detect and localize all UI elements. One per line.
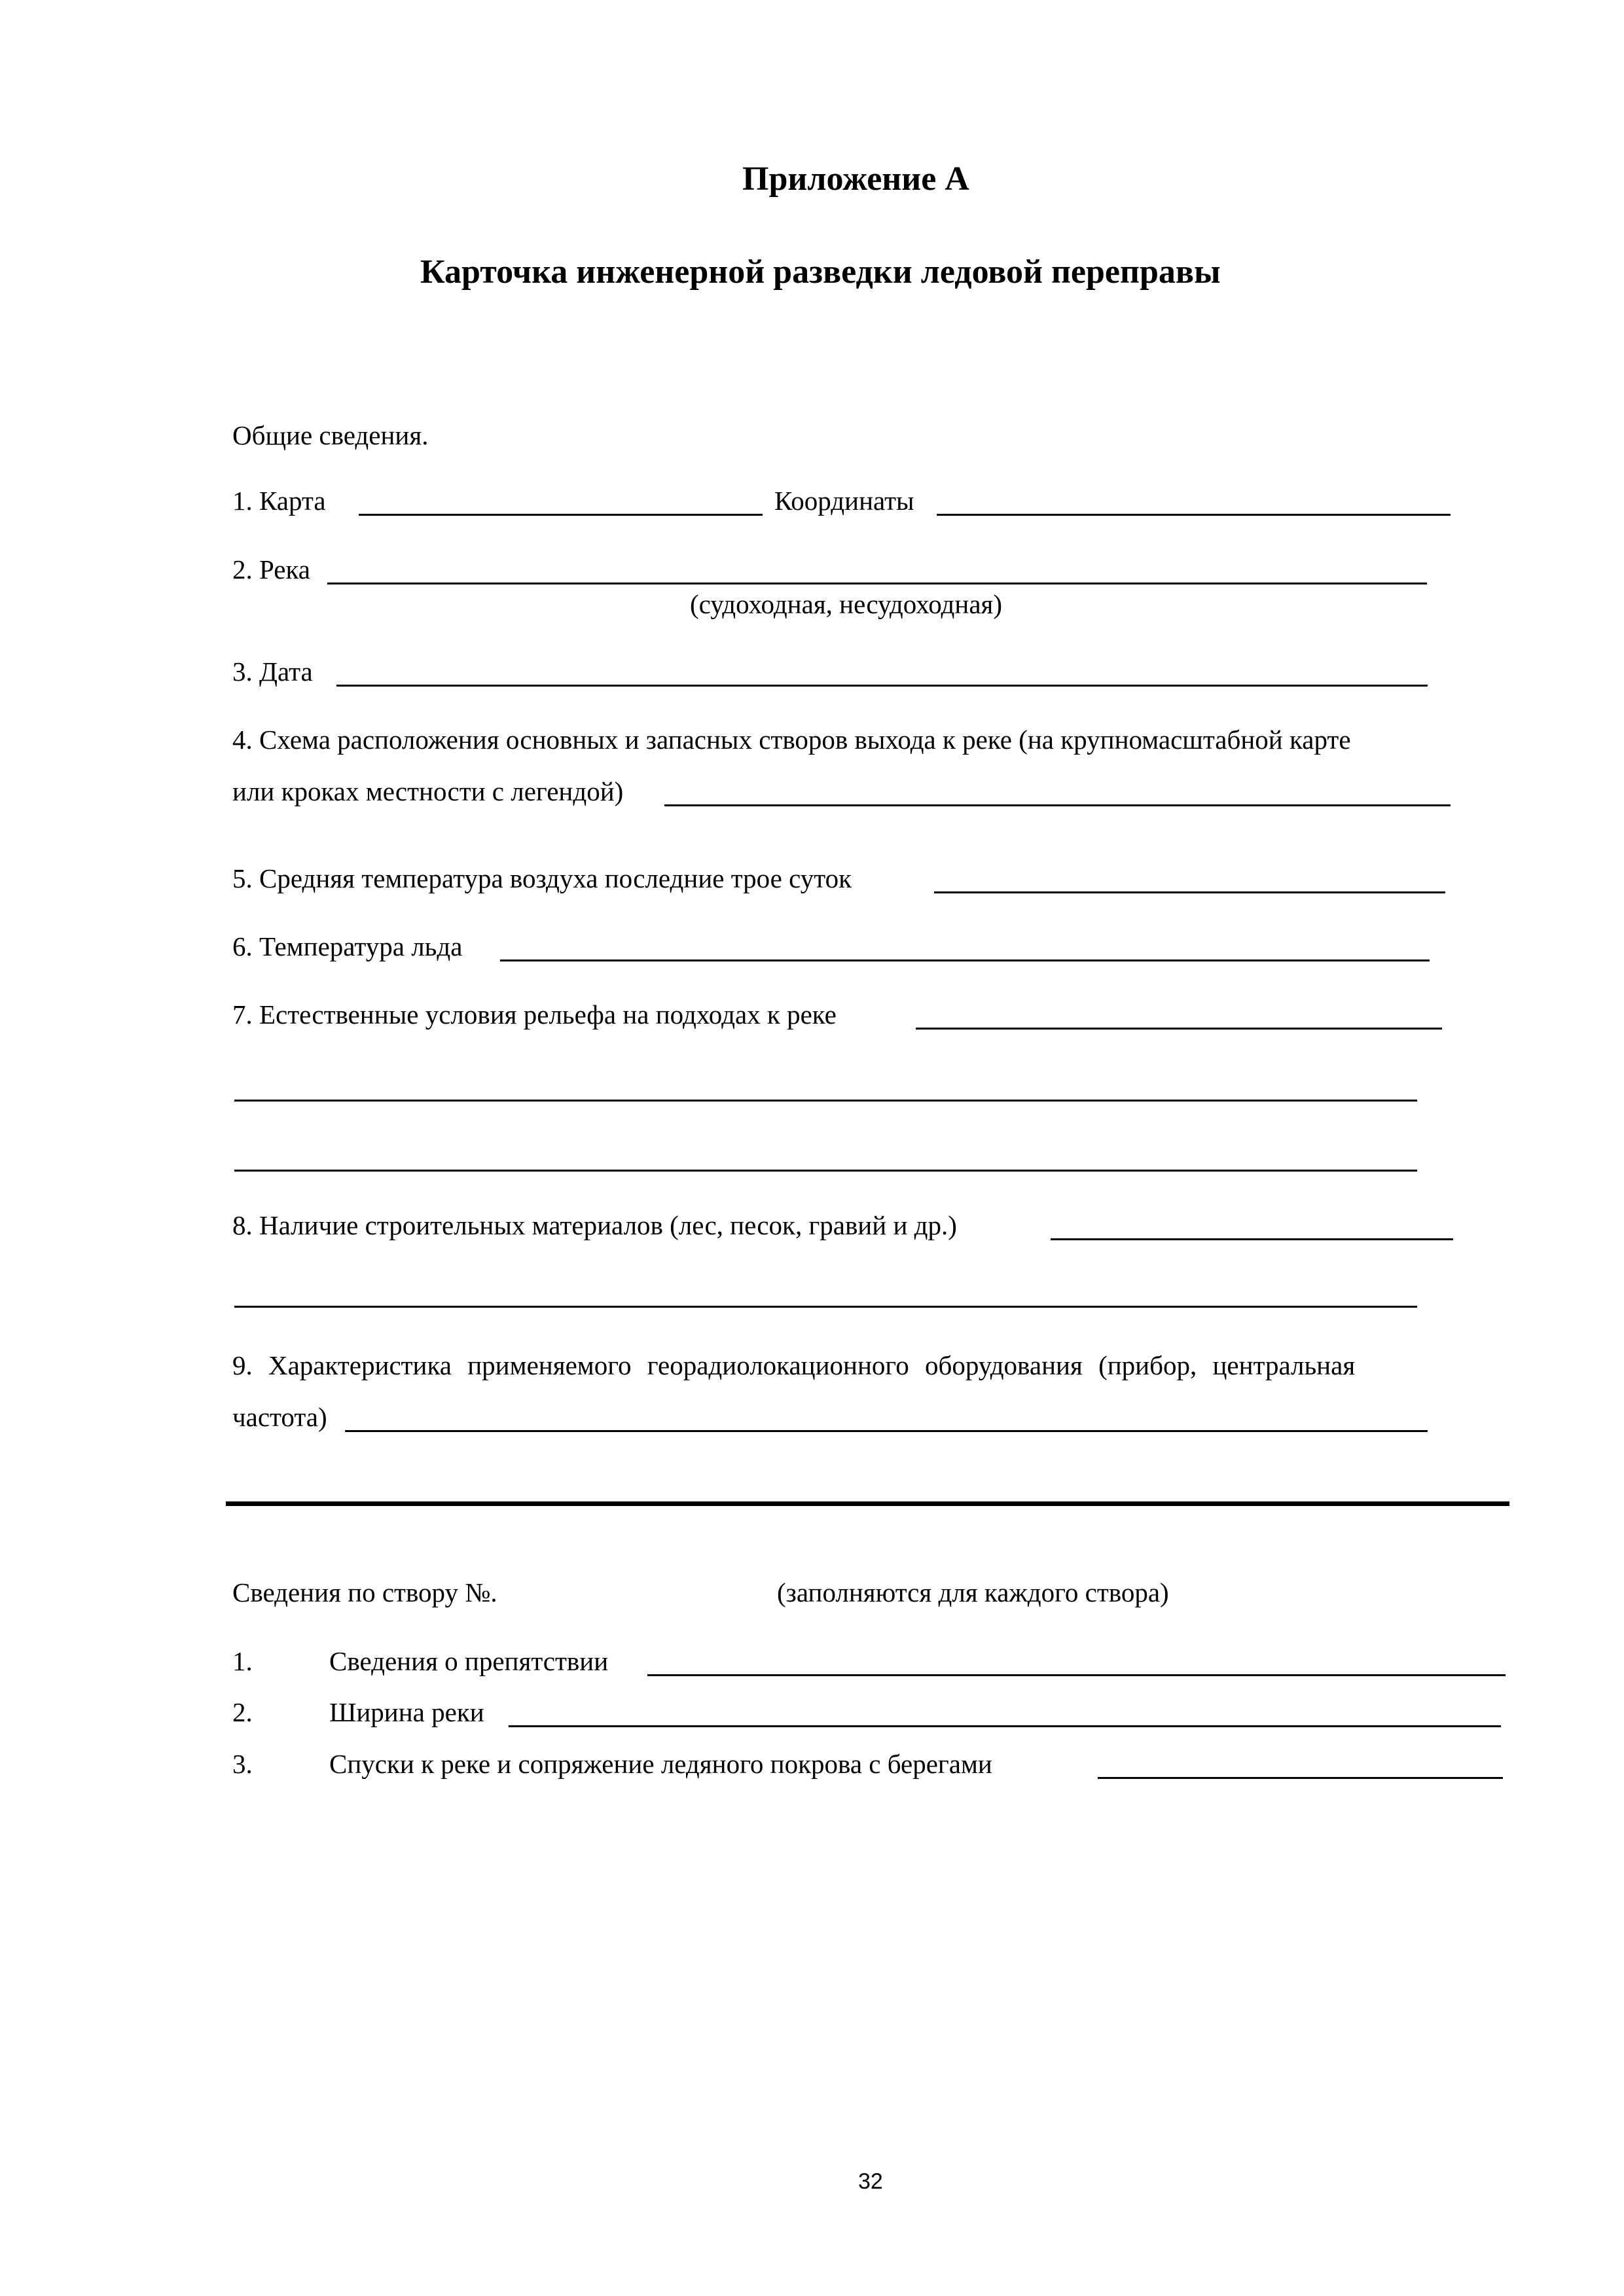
scheme-label-line-1: 4. Схема расположения основных и запасных створов выхода к реке (на крупномасштабной карте (232, 725, 1351, 755)
map-field[interactable] (359, 514, 763, 516)
appendix-title: Приложение А (742, 160, 969, 198)
ice-temperature-label: 6. Температура льда (232, 931, 463, 961)
ice-temperature-field[interactable] (500, 960, 1430, 961)
general-heading: Общие сведения. (232, 420, 429, 450)
scheme-label-line-2: или кроках местности с легендой) (232, 776, 624, 806)
crossing-item-number: 3. (232, 1749, 253, 1779)
river-hint: (судоходная, несудоходная) (690, 589, 1003, 619)
equipment-label-line-1: 9. Характеристика применяемого георадиолокационного оборудования (прибор, центральная (232, 1350, 1356, 1380)
relief-field-line-2[interactable] (234, 1100, 1417, 1102)
section-divider (226, 1501, 1509, 1506)
materials-field-line-2[interactable] (234, 1306, 1417, 1308)
air-temperature-field[interactable] (934, 891, 1445, 893)
crossing-item-label: Ширина реки (329, 1697, 484, 1727)
obstacle-field[interactable] (647, 1674, 1506, 1676)
descents-field[interactable] (1098, 1777, 1503, 1779)
materials-field[interactable] (1051, 1238, 1453, 1240)
date-field[interactable] (336, 685, 1428, 687)
coordinates-label: Координаты (774, 486, 914, 516)
materials-label: 8. Наличие строительных материалов (лес, песок, гравий и др.) (232, 1210, 957, 1240)
crossing-item-number: 1. (232, 1646, 253, 1676)
card-title: Карточка инженерной разведки ледовой переправы (420, 253, 1221, 291)
relief-field[interactable] (916, 1028, 1442, 1030)
air-temperature-label: 5. Средняя температура воздуха последние трое суток (232, 863, 852, 893)
river-width-field[interactable] (509, 1725, 1501, 1727)
crossing-item-number: 2. (232, 1697, 253, 1727)
relief-field-line-3[interactable] (234, 1170, 1417, 1172)
equipment-label-line-2: частота) (232, 1402, 327, 1432)
crossing-heading: Сведения по створу №. (232, 1577, 497, 1607)
relief-label: 7. Естественные условия рельефа на подходах к реке (232, 999, 837, 1030)
river-field[interactable] (327, 583, 1427, 584)
map-label: 1. Карта (232, 486, 326, 516)
equipment-field[interactable] (345, 1430, 1428, 1432)
crossing-item-label: Спуски к реке и сопряжение ледяного покрова с берегами (329, 1749, 992, 1779)
date-label: 3. Дата (232, 656, 313, 687)
crossing-note: (заполняются для каждого створа) (777, 1577, 1169, 1607)
scheme-field[interactable] (664, 804, 1451, 806)
page-number: 32 (858, 2169, 883, 2194)
crossing-item-label: Сведения о препятствии (329, 1646, 609, 1676)
river-label: 2. Река (232, 554, 310, 584)
coordinates-field[interactable] (937, 514, 1451, 516)
